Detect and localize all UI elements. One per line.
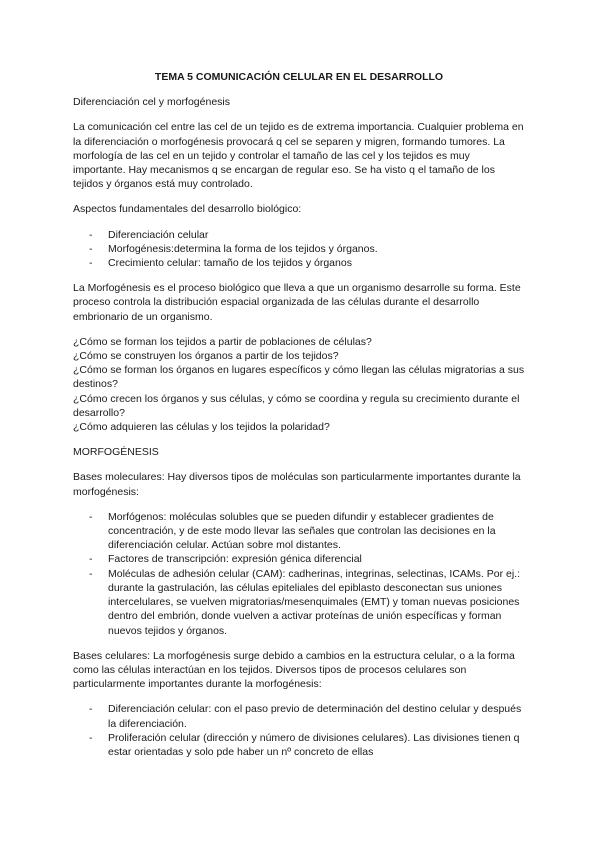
question: ¿Cómo adquieren las células y los tejidos la polaridad?: [73, 421, 330, 434]
list-item: - Moléculas de adhesión celular (CAM): cadherinas, integrinas, selectinas, ICAMs. Por ej.: durante la gastrulación, las células epiteliales del epiblasto desconectan sus uniones intercelulares, se vuelven migratorias/mesenquimales (EMT) y toman nuevas posiciones dentro del embrión, donde vuelven a activar proteínas de unión específicas y forman nuevos tejidos y órganos.: [73, 567, 525, 638]
list-item: - Morfogénesis:determina la forma de los tejidos y órganos.: [73, 242, 525, 256]
intro-paragraph: La comunicación cel entre las cel de un tejido es de extrema importancia. Cualquier problema en la diferenciación o morfogénesis provocará q cel se separen y migren, formando tumores. La morfología de las cel en un tejido y controlar el tamaño de las cel y los tejidos es muy importante. Hay mecanismos q se encargan de regular eso. Se ha visto q el tamaño de los tejidos y órganos está muy controlado.: [73, 121, 524, 191]
question: ¿Cómo crecen los órganos y sus células, y cómo se coordina y regula su crecimiento durante el desarrollo?: [73, 392, 520, 419]
aspects-heading: Aspectos fundamentales del desarrollo biológico:: [73, 203, 302, 216]
morphogenesis-definition: La Morfogénesis es el proceso biológico que lleva a que un organismo desarrolle su forma. Este proceso controla la distribución espacial organizada de las células durante el desarrollo embrionario de un organismo.: [73, 282, 521, 323]
list-item: - Diferenciación celular: con el paso previo de determinación del destino celular y después la diferenciación.: [73, 702, 525, 730]
cellular-list: [73, 702, 525, 759]
question: ¿Cómo se forman los tejidos a partir de poblaciones de células?: [73, 335, 372, 348]
molecular-list: [73, 510, 525, 638]
list-item: - Morfógenos: moléculas solubles que se pueden difundir y establecer gradientes de concentración, y de este modo llevar las señales que controlan las decisiones en la diferenciación celular. Actúan sobre mol distantes.: [73, 510, 525, 553]
cellular-intro: Bases celulares: La morfogénesis surge debido a cambios en la estructura celular, o a la forma como las células interactúan en los tejidos. Diversos tipos de procesos celulares son particularmente importantes durante la morfogénesis:: [73, 649, 515, 691]
section-heading: MORFOGÉNESIS: [73, 446, 159, 459]
document-title: TEMA 5 COMUNICACIÓN CELULAR EN EL DESARROLLO: [154, 71, 444, 83]
list-item: - Diferenciación celular: [73, 228, 525, 242]
subtitle: Diferenciación cel y morfogénesis: [73, 96, 230, 109]
list-item: - Crecimiento celular: tamaño de los tejidos y órganos: [73, 256, 525, 270]
question: ¿Cómo se forman los órganos en lugares específicos y cómo llegan las células migratorias a sus destinos?: [73, 364, 525, 391]
list-item: - Proliferación celular (dirección y número de divisiones celulares). Las divisiones tienen q estar orientadas y solo pde haber un nº concreto de ellas: [73, 731, 525, 759]
molecular-intro: Bases moleculares: Hay diversos tipos de moléculas son particularmente importantes durante la morfogénesis:: [73, 471, 521, 498]
list-item: - Factores de transcripción: expresión génica diferencial: [73, 552, 525, 566]
questions-block: [73, 335, 525, 434]
question: ¿Cómo se construyen los órganos a partir de los tejidos?: [73, 350, 339, 363]
aspects-list: [73, 228, 525, 271]
